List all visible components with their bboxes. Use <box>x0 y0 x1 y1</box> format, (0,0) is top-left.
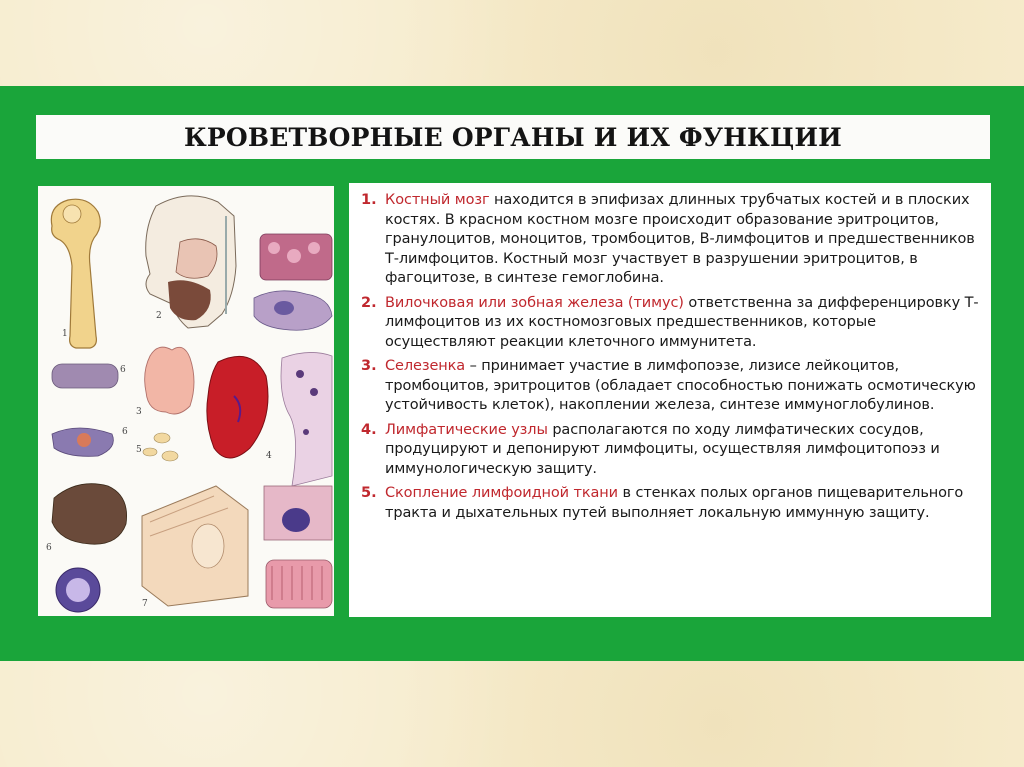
thymus-illustration <box>145 347 194 414</box>
spleen-illustration <box>207 356 268 458</box>
list-item <box>361 357 981 416</box>
item-body <box>385 294 981 353</box>
figure-label-7: 7 <box>142 599 148 609</box>
figure-label-6c: 6 <box>46 543 52 553</box>
item-text: в стенках полых органов пищеварительного тракта и дыхательных путей выполняет локальную иммунную защиту. <box>385 485 964 521</box>
intestine-wall-illustration <box>142 486 248 606</box>
slide-title: КРОВЕТВОРНЫЕ ОРГАНЫ И ИХ ФУНКЦИИ <box>183 122 842 152</box>
lymph-node-section-illustration <box>52 484 127 612</box>
title-bar <box>36 115 990 159</box>
femur-bone-illustration <box>51 199 100 348</box>
intestinal-villi-illustration <box>264 486 332 608</box>
list-item <box>361 191 981 289</box>
item-body <box>385 357 981 416</box>
tonsil-tissue-illustration <box>254 234 332 330</box>
head-profile-illustration <box>146 196 236 328</box>
item-term: Скопление лимфоидной ткани <box>385 485 618 501</box>
item-term: Селезенка <box>385 358 466 374</box>
figure-label-6a: 6 <box>120 365 126 375</box>
item-number: 1. <box>361 192 377 208</box>
functions-text-panel <box>349 183 991 617</box>
item-body <box>385 191 981 289</box>
item-number: 2. <box>361 294 377 311</box>
item-body <box>385 484 981 523</box>
item-term: Костный мозг <box>385 192 490 208</box>
item-number: 4. <box>361 421 377 438</box>
item-text: ответственна за дифференцировку Т-лимфоцитов из их костномозговых предшественников, которые осуществляют реакции клеточного иммунитета. <box>385 294 979 350</box>
item-body <box>385 421 981 480</box>
figure-label-2: 2 <box>156 311 162 321</box>
list-item <box>361 294 981 353</box>
figure-label-6b: 6 <box>122 427 128 437</box>
item-text: располагаются по ходу лимфатических сосудов, продуцируют и депонируют лимфоциты, осуществляя лимфоцитопоэз и иммунологическую защиту. <box>385 421 940 477</box>
figure-label-3: 3 <box>136 407 142 417</box>
item-term: Вилочковая или зобная железа (тимус) <box>385 294 684 311</box>
item-number: 3. <box>361 358 377 374</box>
paper-background-top <box>0 0 1024 86</box>
bone-marrow-tissue-illustration <box>281 352 332 486</box>
figure-label-4: 4 <box>266 451 272 461</box>
lymph-nodes-illustration <box>143 433 178 461</box>
item-text: – принимает участие в лимфопоэзе, лизисе лейкоцитов, тромбоцитов, эритроцитов (обладает способностью понижать осмотическую устойчивость клеток), накоплении железа, синтезе иммуноглобулинов. <box>385 358 976 413</box>
figure-label-1: 1 <box>62 329 68 339</box>
figure-label-5: 5 <box>136 445 142 455</box>
list-item <box>361 421 981 480</box>
item-number: 5. <box>361 485 377 501</box>
anatomy-illustration-panel <box>38 186 334 616</box>
list-item <box>361 484 981 523</box>
item-term: Лимфатические узлы <box>385 421 548 438</box>
anatomy-illustration <box>38 186 334 616</box>
item-text: находится в эпифизах длинных трубчатых костей и в плоских костях. В красном костном мозге происходит образование эритроцитов, гранулоцитов, моноцитов, тромбоцитов, В-лимфоцитов и предшественников Т-лимфоцитов. Костный мозг участвует в разрушении эритроцитов, в фагоцитозе, в синтезе гемоглобина. <box>385 192 975 286</box>
lymph-tissue-strip-illustration <box>52 364 118 456</box>
paper-background-bottom <box>0 661 1024 767</box>
